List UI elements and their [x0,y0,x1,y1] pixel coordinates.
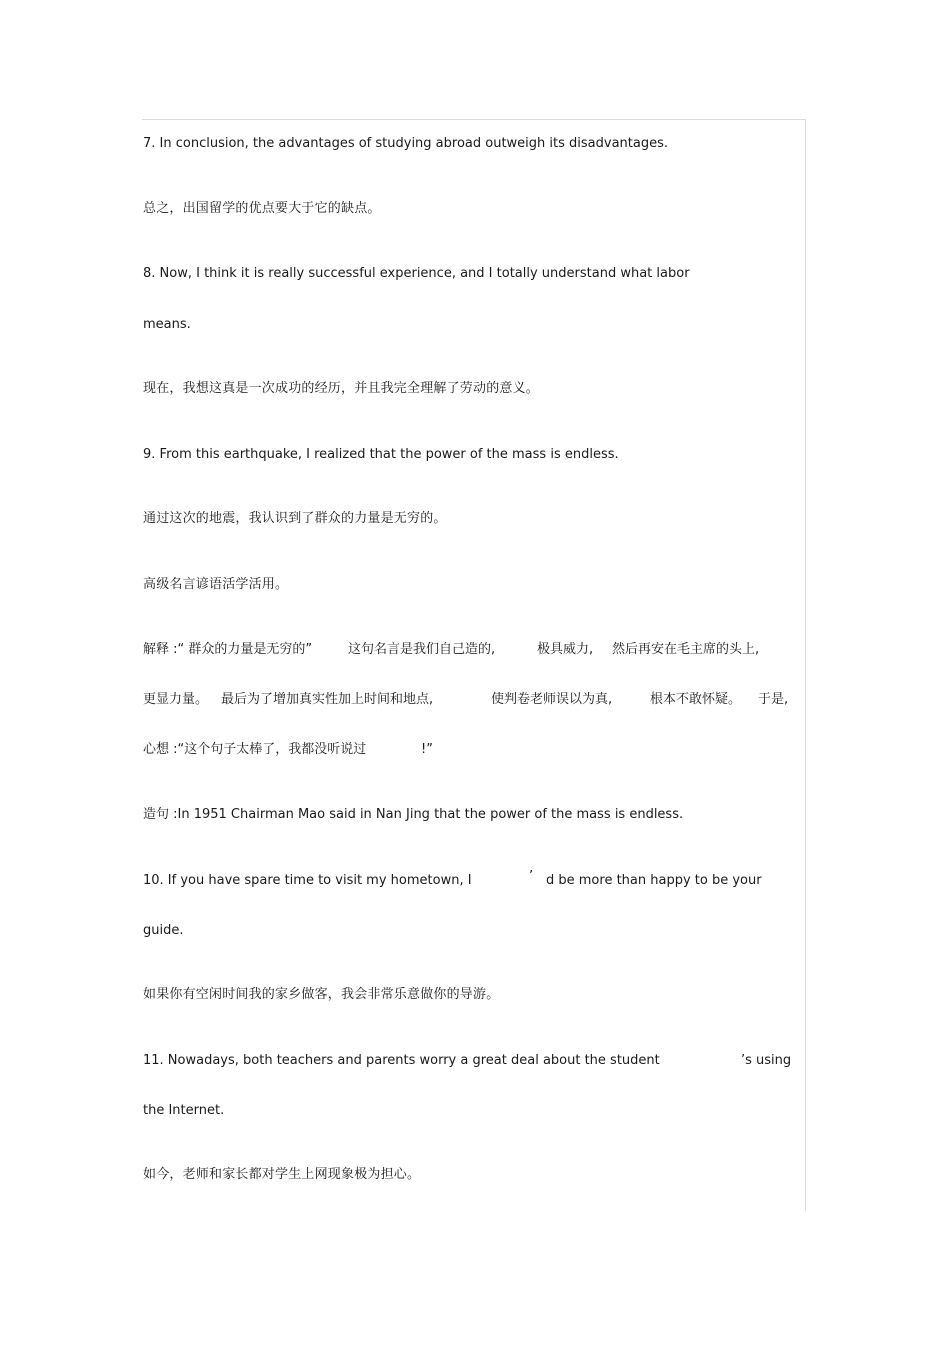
text-line-8-cn: 现在，我想这真是一次成功的经历，并且我完全理解了劳动的意义。 [143,381,540,396]
text-segment: !” [421,742,433,757]
text-segment: d be more than happy to be your [546,873,762,888]
text-line-8-en: 8. Now, I think it is really successful experience, and I totally understand what labor [143,266,690,281]
text-segment: 更显力量。 [143,692,209,707]
text-line-11-en-cont: the Internet. [143,1103,225,1118]
text-segment: 使判卷老师误以为真, [491,692,613,707]
text-segment: 根本不敢怀疑。 [650,692,742,707]
text-segment: 然后再安在毛主席的头上, [612,642,760,657]
text-line-9-en: 9. From this earthquake, I realized that the power of the mass is endless. [143,447,619,462]
text-segment: 10. If you have spare time to visit my hometown, I [143,873,472,888]
text-line-7-cn: 总之，出国留学的优点要大于它的缺点。 [143,201,381,216]
text-segment: 这句名言是我们自己造的, [348,642,496,657]
text-segment: ’s using [741,1053,792,1068]
text-segment: 心想 :“这个句子太棒了，我都没听说过 [143,742,367,757]
text-segment: 解释 :“ 群众的力量是无穷的” [143,642,313,657]
text-line-example-sentence: 造句 :In 1951 Chairman Mao said in Nan Jing that the power of the mass is endless. [143,807,684,822]
text-heading-proverbs: 高级名言谚语活学活用。 [143,577,289,592]
text-line-11-cn: 如今，老师和家长都对学生上网现象极为担心。 [143,1167,421,1182]
text-line-7-en: 7. In conclusion, the advantages of studying abroad outweigh its disadvantages. [143,136,669,151]
text-segment: 于是, [758,692,789,707]
text-segment: 极具威力, [537,642,594,657]
page-frame [142,119,806,1211]
text-segment: ’ [529,869,534,884]
text-line-10-cn: 如果你有空闲时间我的家乡做客，我会非常乐意做你的导游。 [143,987,500,1002]
text-segment: 11. Nowadays, both teachers and parents worry a great deal about the student [143,1053,660,1068]
text-line-10-en-cont: guide. [143,923,184,938]
text-line-8-en-cont: means. [143,317,191,332]
text-line-9-cn: 通过这次的地震，我认识到了群众的力量是无穷的。 [143,511,447,526]
text-segment: 最后为了增加真实性加上时间和地点, [221,692,434,707]
